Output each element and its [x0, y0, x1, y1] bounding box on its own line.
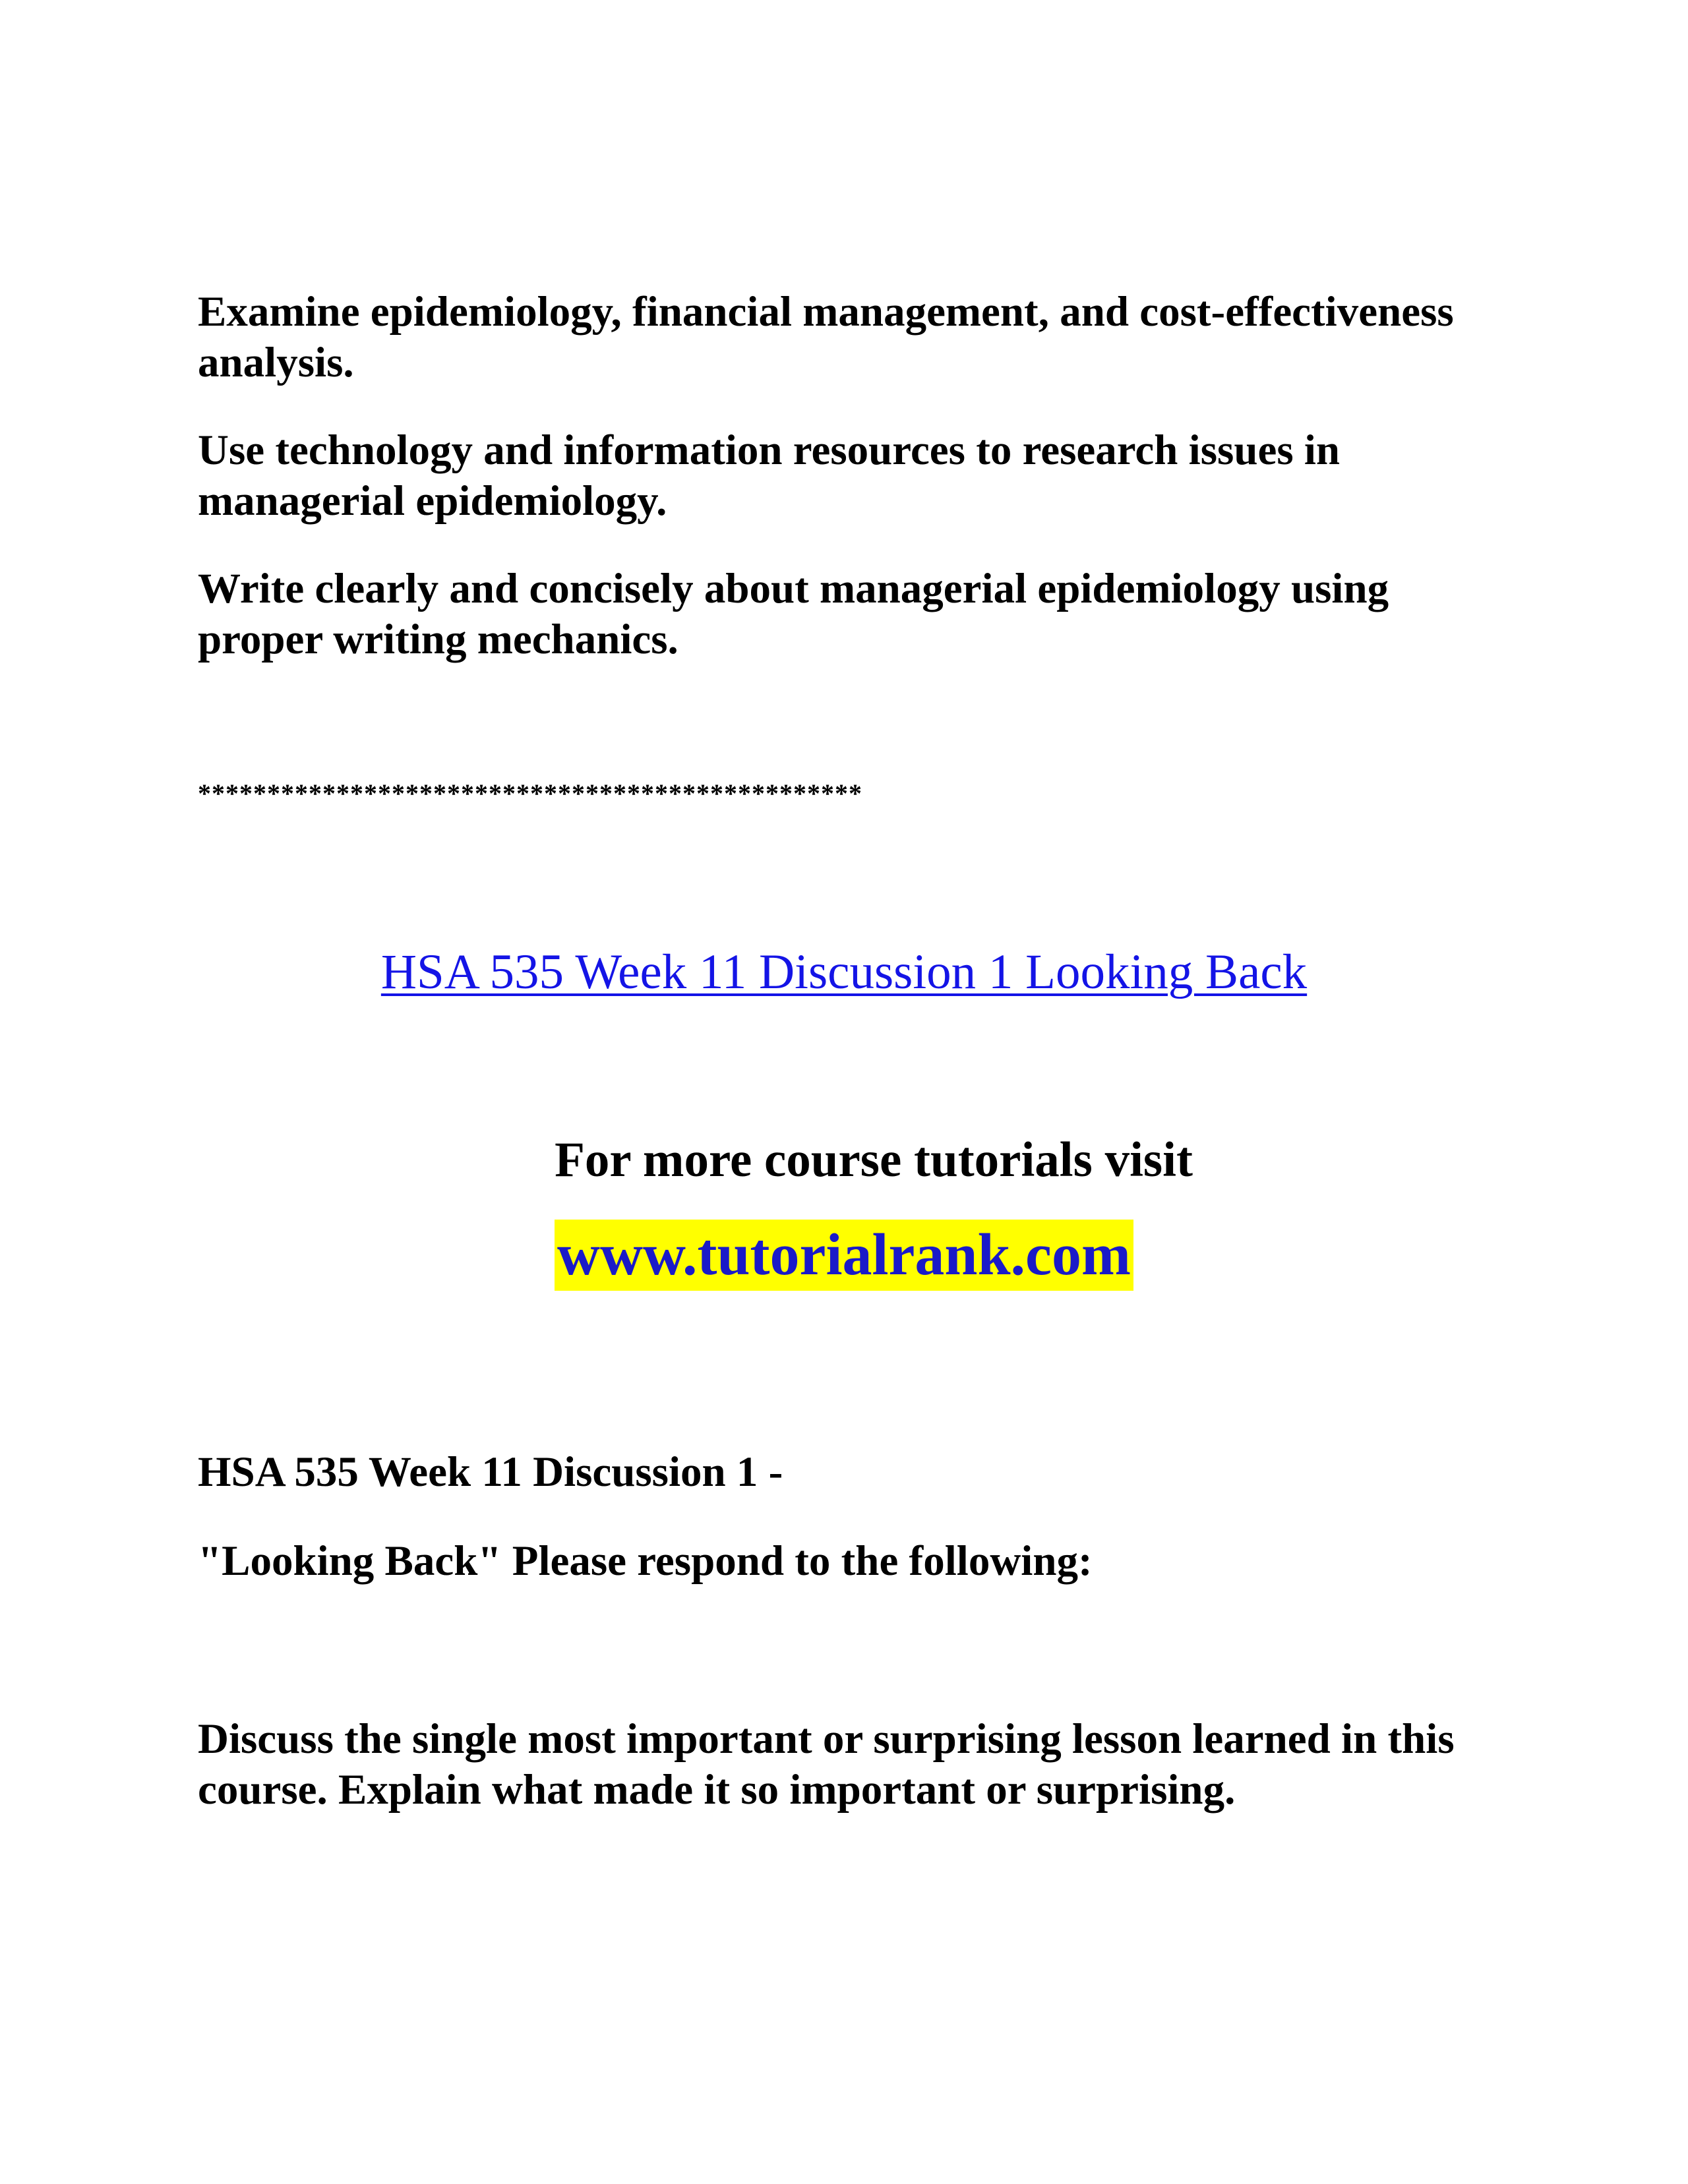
- prompt-body: Discuss the single most important or surprising lesson learned in this course. Explain what made it so important or surprising.: [198, 1715, 1455, 1814]
- promo-url-container: [0, 1220, 1688, 1291]
- promo-text: For more course tutorials visit: [555, 1133, 1193, 1187]
- separator-line: ************************************************: [198, 779, 862, 808]
- prompt-intro: "Looking Back" Please respond to the following:: [198, 1537, 1093, 1585]
- objective-3: Write clearly and concisely about managerial epidemiology using proper writing mechanics.: [198, 565, 1389, 663]
- objective-2: Use technology and information resources to research issues in managerial epidemiology.: [198, 427, 1341, 525]
- discussion-title-link[interactable]: HSA 535 Week 11 Discussion 1 Looking Back: [380, 945, 1308, 999]
- objective-1: Examine epidemiology, financial management, and cost-effectiveness analysis.: [198, 288, 1454, 386]
- promo-url-link[interactable]: www.tutorialrank.com: [555, 1220, 1133, 1291]
- section-heading: HSA 535 Week 11 Discussion 1 -: [198, 1448, 783, 1496]
